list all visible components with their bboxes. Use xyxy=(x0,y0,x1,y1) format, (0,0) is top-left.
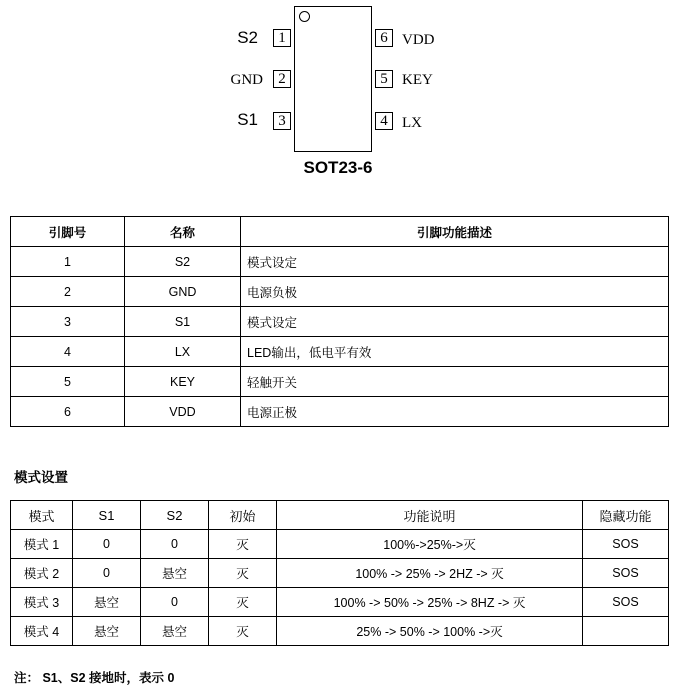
cell: GND xyxy=(125,277,241,307)
cell: 0 xyxy=(73,530,141,559)
chip-body xyxy=(294,6,372,152)
cell: 悬空 xyxy=(141,559,209,588)
cell: 0 xyxy=(141,588,209,617)
pin-3-number: 3 xyxy=(273,112,291,130)
mode-section-title: 模式设置 xyxy=(14,470,68,485)
cell: 悬空 xyxy=(73,617,141,646)
header-initial: 初始 xyxy=(209,501,277,530)
pin-4-number: 4 xyxy=(375,112,393,130)
mode-settings-table xyxy=(10,500,669,646)
cell: 轻触开关 xyxy=(241,367,669,397)
cell: 模式 2 xyxy=(11,559,73,588)
cell: 0 xyxy=(73,559,141,588)
pin-5-label: KEY xyxy=(402,72,433,88)
cell: S1 xyxy=(125,307,241,337)
table-row xyxy=(11,559,669,588)
cell: 灭 xyxy=(209,617,277,646)
cell: 1 xyxy=(11,247,125,277)
cell: 4 xyxy=(11,337,125,367)
pin1-marker-icon xyxy=(299,11,310,22)
header-s2: S2 xyxy=(141,501,209,530)
cell: 悬空 xyxy=(73,588,141,617)
cell: 模式 4 xyxy=(11,617,73,646)
cell: 悬空 xyxy=(141,617,209,646)
package-name: SOT23-6 xyxy=(303,158,373,177)
cell: 模式设定 xyxy=(241,307,669,337)
table-row xyxy=(11,247,669,277)
cell: 6 xyxy=(11,397,125,427)
pin-5-number: 5 xyxy=(375,70,393,88)
header-mode: 模式 xyxy=(11,501,73,530)
pin-1-number: 1 xyxy=(273,29,291,47)
cell: 电源正极 xyxy=(241,397,669,427)
cell: SOS xyxy=(583,588,669,617)
table-row xyxy=(11,588,669,617)
pin-3-label: S1 xyxy=(237,110,258,129)
table-header-row xyxy=(11,501,669,530)
pin-1-label: S2 xyxy=(237,28,258,47)
cell: 100%->25%->灭 xyxy=(277,530,583,559)
pin-description-table xyxy=(10,216,669,427)
cell: 25% -> 50% -> 100% ->灭 xyxy=(277,617,583,646)
pin-4-label: LX xyxy=(402,115,422,131)
cell: 5 xyxy=(11,367,125,397)
pin-6-label: VDD xyxy=(402,32,435,48)
cell: 0 xyxy=(141,530,209,559)
cell: 模式 3 xyxy=(11,588,73,617)
cell: 灭 xyxy=(209,559,277,588)
table-row xyxy=(11,397,669,427)
header-function: 功能说明 xyxy=(277,501,583,530)
pin-2-label: GND xyxy=(230,72,263,88)
cell: LX xyxy=(125,337,241,367)
pin-6-number: 6 xyxy=(375,29,393,47)
cell: SOS xyxy=(583,559,669,588)
header-pin-name: 名称 xyxy=(125,217,241,247)
table-row xyxy=(11,617,669,646)
cell: 2 xyxy=(11,277,125,307)
cell: VDD xyxy=(125,397,241,427)
cell: 100% -> 25% -> 2HZ -> 灭 xyxy=(277,559,583,588)
cell: 灭 xyxy=(209,530,277,559)
cell: SOS xyxy=(583,530,669,559)
header-pin-number: 引脚号 xyxy=(11,217,125,247)
cell: 模式设定 xyxy=(241,247,669,277)
cell: 100% -> 50% -> 25% -> 8HZ -> 灭 xyxy=(277,588,583,617)
cell: 电源负极 xyxy=(241,277,669,307)
table-row xyxy=(11,307,669,337)
cell: KEY xyxy=(125,367,241,397)
header-pin-function: 引脚功能描述 xyxy=(241,217,669,247)
cell: 模式 1 xyxy=(11,530,73,559)
header-hidden-function: 隐藏功能 xyxy=(583,501,669,530)
table-row xyxy=(11,277,669,307)
table-row xyxy=(11,530,669,559)
cell: LED输出，低电平有效 xyxy=(241,337,669,367)
table-row xyxy=(11,337,669,367)
table-header-row xyxy=(11,217,669,247)
cell xyxy=(583,617,669,646)
note-text: 注： S1、S2 接地时，表示 0 xyxy=(14,671,175,685)
cell: 灭 xyxy=(209,588,277,617)
table-row xyxy=(11,367,669,397)
cell: S2 xyxy=(125,247,241,277)
cell: 3 xyxy=(11,307,125,337)
pin-2-number: 2 xyxy=(273,70,291,88)
header-s1: S1 xyxy=(73,501,141,530)
